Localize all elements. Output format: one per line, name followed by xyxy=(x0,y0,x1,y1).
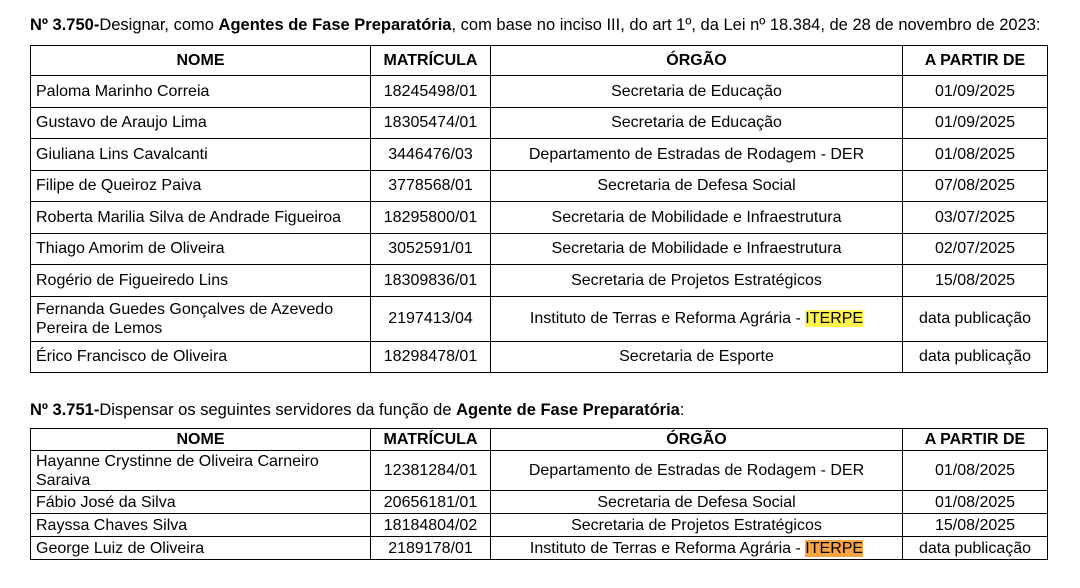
column-header-nome: NOME xyxy=(31,46,371,76)
cell-data: 15/08/2025 xyxy=(903,514,1048,537)
cell-orgao: Secretaria de Mobilidade e Infraestrutura xyxy=(491,233,903,265)
cell-matricula: 20656181/01 xyxy=(371,491,491,514)
dismissal-table xyxy=(30,428,1048,560)
cell-nome: Thiago Amorim de Oliveira xyxy=(31,233,371,265)
cell-nome: Gustavo de Araujo Lima xyxy=(31,107,371,139)
cell-matricula: 3446476/03 xyxy=(371,139,491,171)
cell-orgao: Secretaria de Defesa Social xyxy=(491,491,903,514)
cell-orgao xyxy=(491,537,903,560)
designation-table xyxy=(30,45,1048,373)
cell-orgao-prefix: Instituto de Terras e Reforma Agrária - xyxy=(529,310,806,327)
cell-nome: George Luiz de Oliveira xyxy=(31,537,371,560)
section-1-text-after: , com base no inciso III, do art 1º, da Lei nº 18.384, de 28 de novembro de 2023: xyxy=(451,16,1041,34)
section-2-number: Nº 3.751- xyxy=(30,401,100,419)
cell-matricula: 18295800/01 xyxy=(371,202,491,234)
cell-nome-line-1: Fernanda Guedes Gonçalves de Azevedo xyxy=(36,300,334,318)
column-header-a-partir-de: A PARTIR DE xyxy=(903,429,1048,451)
table-row xyxy=(31,233,1048,265)
cell-nome: Roberta Marilia Silva de Andrade Figueiroa xyxy=(31,202,371,234)
column-header-matricula: MATRÍCULA xyxy=(371,46,491,76)
cell-data: 07/08/2025 xyxy=(903,170,1048,202)
cell-matricula: 2197413/04 xyxy=(371,296,491,341)
cell-data: data publicação xyxy=(903,341,1048,373)
section-2-heading xyxy=(30,400,684,420)
section-2-text-after: : xyxy=(679,401,685,419)
cell-nome-line-2: Pereira de Lemos xyxy=(36,319,163,337)
cell-orgao: Secretaria de Projetos Estratégicos xyxy=(491,265,903,297)
cell-data: 01/08/2025 xyxy=(903,139,1048,171)
cell-nome: Érico Francisco de Oliveira xyxy=(31,341,371,373)
highlighted-acronym: ITERPE xyxy=(805,539,864,557)
cell-data: data publicação xyxy=(903,537,1048,560)
section-2-bold-text: Agente de Fase Preparatória xyxy=(456,401,680,419)
cell-orgao: Departamento de Estradas de Rodagem - DER xyxy=(491,451,903,491)
section-1-heading xyxy=(30,15,1041,35)
table-row xyxy=(31,76,1048,108)
column-header-orgao: ÓRGÃO xyxy=(491,429,903,451)
cell-data: 15/08/2025 xyxy=(903,265,1048,297)
cell-nome: Filipe de Queiroz Paiva xyxy=(31,170,371,202)
section-1-number: Nº 3.750- xyxy=(30,16,100,34)
cell-orgao: Secretaria de Educação xyxy=(491,107,903,139)
cell-orgao: Departamento de Estradas de Rodagem - DER xyxy=(491,139,903,171)
section-2-text-before: Dispensar os seguintes servidores da função de xyxy=(99,401,457,419)
table-row xyxy=(31,537,1048,560)
cell-matricula: 3052591/01 xyxy=(371,233,491,265)
table-row xyxy=(31,514,1048,537)
table-row xyxy=(31,491,1048,514)
cell-orgao: Secretaria de Educação xyxy=(491,76,903,108)
table-row xyxy=(31,451,1048,491)
table-row xyxy=(31,265,1048,297)
cell-matricula: 18298478/01 xyxy=(371,341,491,373)
table-header-row xyxy=(31,46,1048,76)
table-row xyxy=(31,341,1048,373)
cell-orgao-prefix: Instituto de Terras e Reforma Agrária - xyxy=(529,539,806,557)
table-row xyxy=(31,139,1048,171)
cell-orgao: Secretaria de Esporte xyxy=(491,341,903,373)
section-1-text-before: Designar, como xyxy=(99,16,219,34)
cell-orgao xyxy=(491,296,903,341)
cell-matricula: 18309836/01 xyxy=(371,265,491,297)
cell-nome: Rogério de Figueiredo Lins xyxy=(31,265,371,297)
section-1-bold-text: Agentes de Fase Preparatória xyxy=(218,16,452,34)
table-row xyxy=(31,107,1048,139)
cell-matricula: 18184804/02 xyxy=(371,514,491,537)
cell-orgao: Secretaria de Defesa Social xyxy=(491,170,903,202)
cell-nome: Rayssa Chaves Silva xyxy=(31,514,371,537)
table-row xyxy=(31,202,1048,234)
highlighted-acronym: ITERPE xyxy=(805,310,864,327)
cell-matricula: 18305474/01 xyxy=(371,107,491,139)
cell-nome: Paloma Marinho Correia xyxy=(31,76,371,108)
cell-nome xyxy=(31,296,371,341)
cell-orgao: Secretaria de Mobilidade e Infraestrutura xyxy=(491,202,903,234)
cell-data: data publicação xyxy=(903,296,1048,341)
cell-nome: Fábio José da Silva xyxy=(31,491,371,514)
cell-data: 01/08/2025 xyxy=(903,451,1048,491)
column-header-nome: NOME xyxy=(31,429,371,451)
column-header-a-partir-de: A PARTIR DE xyxy=(903,46,1048,76)
cell-data: 01/09/2025 xyxy=(903,107,1048,139)
table-header-row xyxy=(31,429,1048,451)
cell-nome-line-2: Saraiva xyxy=(36,471,91,489)
cell-nome xyxy=(31,451,371,491)
cell-matricula: 18245498/01 xyxy=(371,76,491,108)
cell-nome-line-1: Hayanne Crystinne de Oliveira Carneiro xyxy=(36,452,319,470)
cell-data: 02/07/2025 xyxy=(903,233,1048,265)
cell-nome: Giuliana Lins Cavalcanti xyxy=(31,139,371,171)
cell-matricula: 3778568/01 xyxy=(371,170,491,202)
table-row xyxy=(31,296,1048,341)
cell-matricula: 12381284/01 xyxy=(371,451,491,491)
column-header-matricula: MATRÍCULA xyxy=(371,429,491,451)
column-header-orgao: ÓRGÃO xyxy=(491,46,903,76)
cell-data: 01/09/2025 xyxy=(903,76,1048,108)
cell-data: 01/08/2025 xyxy=(903,491,1048,514)
cell-matricula: 2189178/01 xyxy=(371,537,491,560)
cell-orgao: Secretaria de Projetos Estratégicos xyxy=(491,514,903,537)
cell-data: 03/07/2025 xyxy=(903,202,1048,234)
table-row xyxy=(31,170,1048,202)
